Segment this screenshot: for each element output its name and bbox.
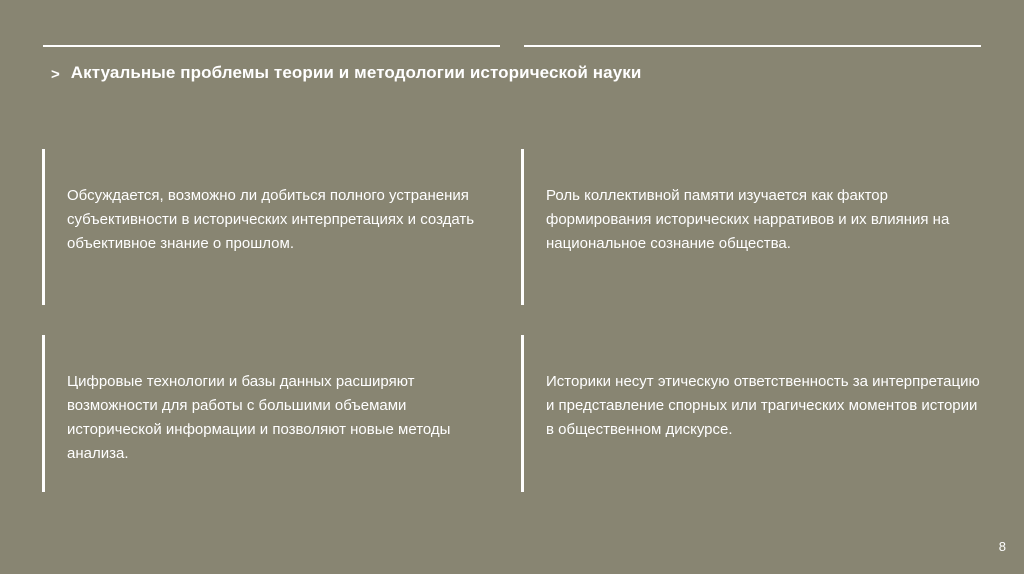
card-accent-bar <box>521 149 524 305</box>
card-accent-bar <box>521 335 524 492</box>
card-text: Цифровые технологии и базы данных расширяют возможности для работы с большими объемами исторической информации и позволяют новые методы анализа. <box>67 373 451 462</box>
card-text: Обсуждается, возможно ли добиться полного устранения субъективности в исторических интерпретациях и создать объективное знание о прошлом. <box>67 187 475 252</box>
slide-title: Актуальные проблемы теории и методологии исторической науки <box>70 63 642 82</box>
page-number: 8 <box>998 539 1006 554</box>
card-text: Роль коллективной памяти изучается как фактор формирования исторических нарративов и их влияния на национальное сознание общества. <box>546 187 950 252</box>
card-digital-technologies <box>42 335 482 492</box>
title-row <box>51 63 641 83</box>
card-collective-memory <box>521 149 961 305</box>
card-ethical-responsibility <box>521 335 980 492</box>
chevron-right-icon: > <box>51 66 60 83</box>
card-text: Историки несут этическую ответственность за интерпретацию и представление спорных или трагических моментов истории в общественном дискурсе. <box>546 373 980 438</box>
card-accent-bar <box>42 149 45 305</box>
card-subjectivity <box>42 149 482 305</box>
top-divider-left <box>43 45 500 47</box>
top-divider-right <box>524 45 981 47</box>
card-accent-bar <box>42 335 45 492</box>
